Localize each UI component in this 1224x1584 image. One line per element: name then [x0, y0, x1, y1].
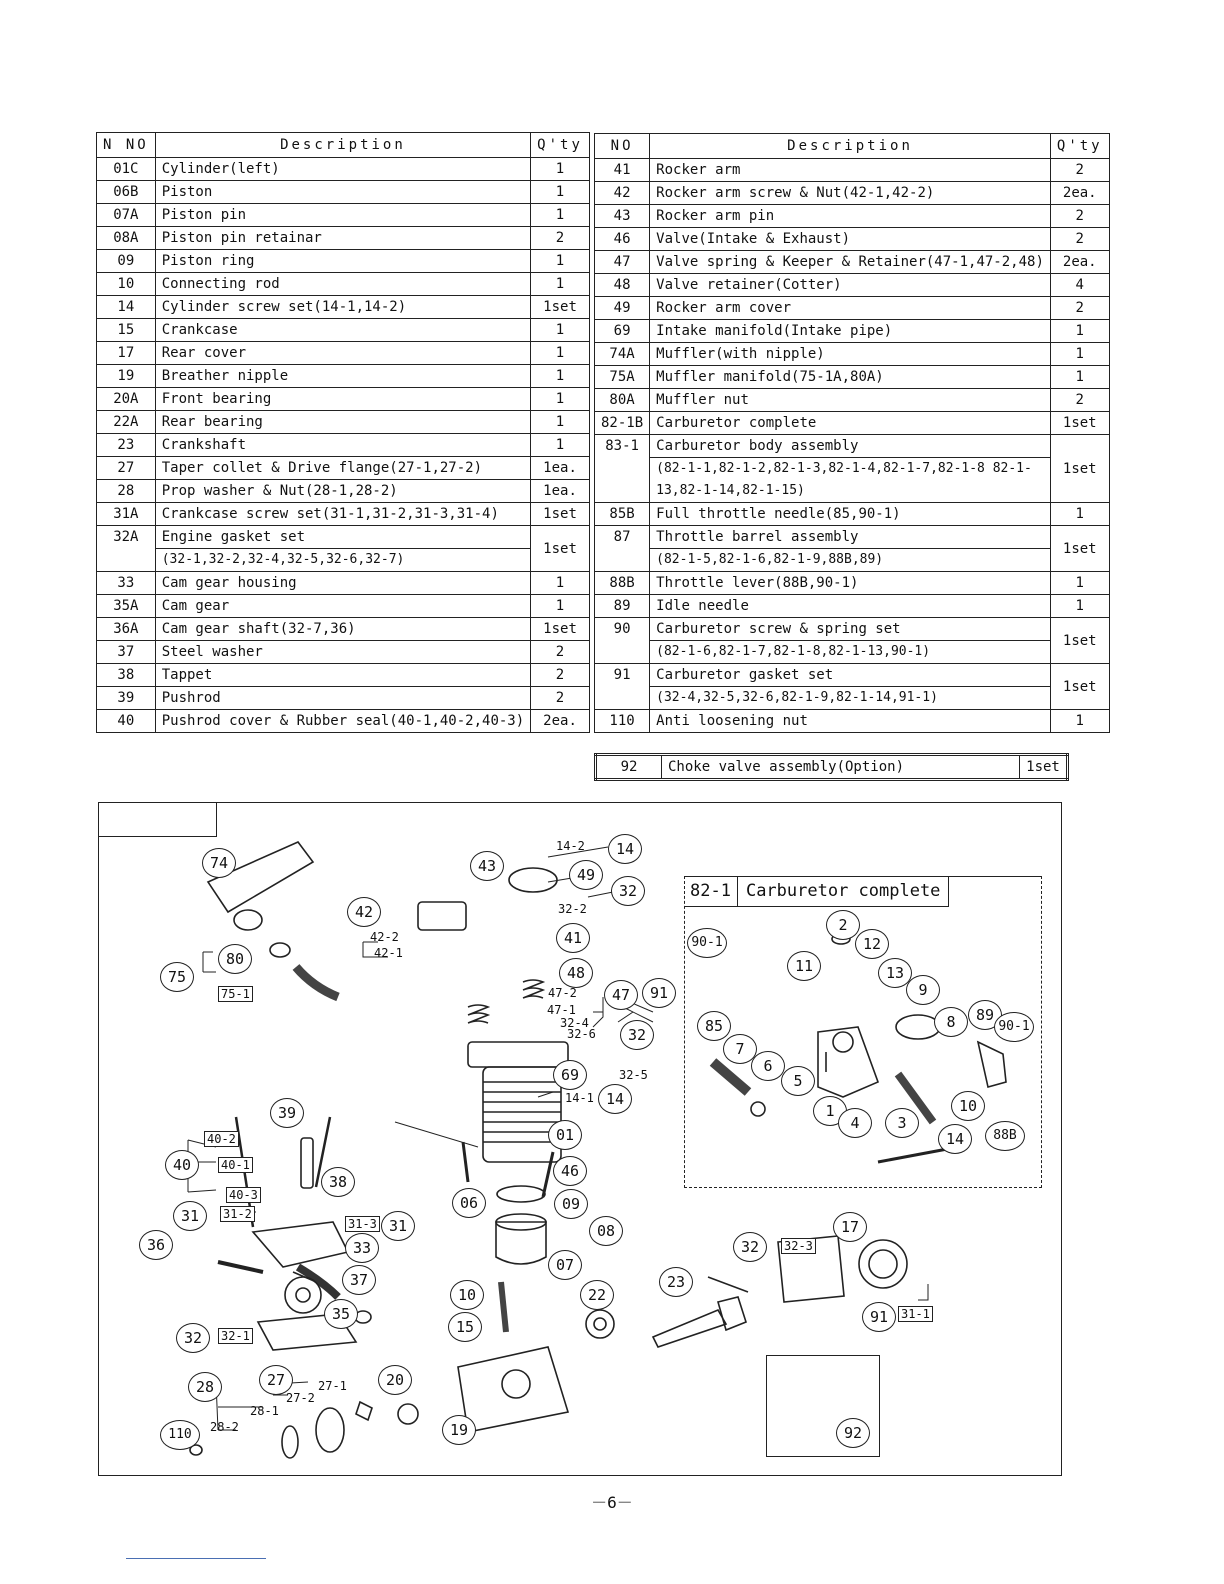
part-quantity: 2: [531, 641, 590, 664]
part-number: 74A: [595, 343, 650, 366]
option-description: Choke valve assembly(Option): [662, 755, 1020, 780]
part-number: 36A: [97, 618, 156, 641]
part-description: Muffler manifold(75-1A,80A): [650, 366, 1051, 389]
crankshaft-shape: [653, 1310, 726, 1347]
part-quantity: 1: [531, 595, 590, 618]
table-row: [97, 296, 590, 319]
part-quantity: 2: [1050, 389, 1109, 412]
sub-part-label: 28-1: [250, 1404, 279, 1418]
carburetor-inset-header: [684, 876, 949, 907]
part-callout: 88B: [985, 1121, 1025, 1151]
part-quantity: 1set: [531, 503, 590, 526]
part-number: 39: [97, 687, 156, 710]
table-header-row: [595, 134, 1110, 159]
part-description: Prop washer & Nut(28-1,28-2): [155, 480, 530, 503]
part-quantity: 2: [1050, 205, 1109, 228]
table-row: [595, 526, 1110, 549]
part-quantity: 1: [531, 342, 590, 365]
table-row: [97, 388, 590, 411]
part-subitems: (32-4,32-5,32-6,82-1-9,82-1-14,91-1): [650, 687, 1051, 710]
part-quantity: 1set: [1050, 618, 1109, 664]
sub-part-label: 32-6: [567, 1027, 596, 1041]
part-box-label: 40-3: [226, 1187, 261, 1203]
part-callout: 31: [381, 1211, 415, 1241]
part-box-label: 32-3: [781, 1238, 816, 1254]
part-box-label: 31-1: [898, 1306, 933, 1322]
part-number: 19: [97, 365, 156, 388]
part-callout: 110: [160, 1420, 200, 1450]
part-callout: 90-1: [687, 928, 727, 958]
table-row: [97, 273, 590, 296]
table-row: [97, 342, 590, 365]
part-quantity: 4: [1050, 274, 1109, 297]
table-body: [97, 158, 590, 733]
part-description: Intake manifold(Intake pipe): [650, 320, 1051, 343]
part-callout: 39: [270, 1098, 304, 1128]
part-callout: 32: [611, 876, 645, 906]
part-callout: 38: [321, 1167, 355, 1197]
part-callout: 91: [862, 1302, 896, 1332]
part-number: 40: [97, 710, 156, 733]
part-number: 83-1: [595, 435, 650, 503]
part-callout: 5: [781, 1066, 815, 1096]
table-row: [97, 526, 590, 549]
table-row: [97, 572, 590, 595]
part-description: Rocker arm cover: [650, 297, 1051, 320]
table-body: [595, 159, 1110, 733]
part-number: 42: [595, 182, 650, 205]
table-row: [595, 159, 1110, 182]
part-callout: 42: [347, 897, 381, 927]
part-callout: 40: [165, 1150, 199, 1180]
crankcase-shape: [458, 1347, 568, 1432]
table-row: [596, 755, 1068, 780]
part-callout: 11: [787, 951, 821, 981]
part-callout: 4: [838, 1108, 872, 1138]
table-row: [97, 503, 590, 526]
sub-part-label: 42-2: [370, 930, 399, 944]
table-row: [595, 228, 1110, 251]
carb-inset-title: Carburetor complete: [745, 881, 941, 901]
table-row: [595, 710, 1110, 733]
part-quantity: 1: [531, 388, 590, 411]
part-callout: 23: [659, 1267, 693, 1297]
part-callout: 8: [934, 1007, 968, 1037]
part-number: 37: [97, 641, 156, 664]
part-quantity: 1: [531, 273, 590, 296]
part-description: Rocker arm: [650, 159, 1051, 182]
option-no: 92: [596, 755, 662, 780]
part-description: Crankcase screw set(31-1,31-2,31-3,31-4): [155, 503, 530, 526]
table-row: [595, 366, 1110, 389]
part-quantity: 1: [1050, 343, 1109, 366]
part-callout: 06: [452, 1188, 486, 1218]
part-callout: 13: [878, 958, 912, 988]
table-row: [97, 480, 590, 503]
part-description: Throttle barrel assembly: [650, 526, 1051, 549]
part-callout: 69: [553, 1060, 587, 1090]
part-quantity: 1set: [531, 526, 590, 572]
table-row-continued: [595, 549, 1110, 572]
part-callout: 14: [938, 1124, 972, 1154]
part-description: Idle needle: [650, 595, 1051, 618]
header-no: N NO: [97, 133, 156, 158]
part-quantity: 2ea.: [531, 710, 590, 733]
part-quantity: 1: [531, 181, 590, 204]
parts-table-left: [96, 132, 590, 733]
table-row: [595, 297, 1110, 320]
part-description: Carburetor complete: [650, 412, 1051, 435]
part-callout: 1: [813, 1096, 847, 1126]
part-quantity: 1ea.: [531, 480, 590, 503]
table-row: [595, 618, 1110, 641]
rear-cover-shape: [859, 1240, 907, 1288]
part-description: Muffler nut: [650, 389, 1051, 412]
part-callout: 27: [259, 1365, 293, 1395]
part-callout: 48: [559, 958, 593, 988]
part-quantity: 1: [1050, 503, 1109, 526]
part-number: 88B: [595, 572, 650, 595]
table-row: [595, 343, 1110, 366]
part-box-label: 40-1: [218, 1157, 253, 1173]
part-subitems: (82-1-1,82-1-2,82-1-3,82-1-4,82-1-7,82-1-8 82-1-13,82-1-14,82-1-15): [650, 458, 1051, 503]
part-quantity: 1: [531, 434, 590, 457]
table-header-row: [97, 133, 590, 158]
part-callout: 20: [378, 1365, 412, 1395]
part-callout: 31: [173, 1201, 207, 1231]
part-number: 08A: [97, 227, 156, 250]
part-callout: 46: [553, 1156, 587, 1186]
parts-table-right: [594, 133, 1110, 733]
part-number: 75A: [595, 366, 650, 389]
table-row: [97, 204, 590, 227]
part-number: 82-1B: [595, 412, 650, 435]
part-description: Piston pin: [155, 204, 530, 227]
sub-part-label: 27-2: [286, 1391, 315, 1405]
part-number: 32A: [97, 526, 156, 572]
part-number: 49: [595, 297, 650, 320]
part-callout: 07: [548, 1250, 582, 1280]
part-callout: 37: [342, 1265, 376, 1295]
part-callout: 14: [608, 834, 642, 864]
part-callout: 89: [968, 1000, 1002, 1030]
table-row: [97, 365, 590, 388]
table-row: [97, 319, 590, 342]
part-callout: 12: [855, 929, 889, 959]
table-row: [595, 412, 1110, 435]
table-row: [595, 320, 1110, 343]
table-row: [97, 710, 590, 733]
part-quantity: 1: [1050, 572, 1109, 595]
part-callout: 08: [589, 1216, 623, 1246]
table-row: [595, 205, 1110, 228]
part-callout: 91: [642, 978, 676, 1008]
part-quantity: 1: [531, 250, 590, 273]
part-number: 90: [595, 618, 650, 664]
part-callout: 43: [470, 851, 504, 881]
part-number: 110: [595, 710, 650, 733]
part-description: Full throttle needle(85,90-1): [650, 503, 1051, 526]
part-description: Front bearing: [155, 388, 530, 411]
part-number: 69: [595, 320, 650, 343]
part-number: 28: [97, 480, 156, 503]
part-box-label: 31-2: [220, 1206, 255, 1222]
header-description: Description: [650, 134, 1051, 159]
part-quantity: 1: [531, 158, 590, 181]
table-row: [595, 435, 1110, 458]
part-callout: 85: [697, 1011, 731, 1041]
part-quantity: 1: [1050, 710, 1109, 733]
part-callout: 32: [176, 1323, 210, 1353]
part-callout: 32: [733, 1232, 767, 1262]
part-callout: 22: [580, 1280, 614, 1310]
part-quantity: 2: [1050, 159, 1109, 182]
table-row: [97, 434, 590, 457]
sub-part-label: 14-2: [556, 839, 585, 853]
part-description: Carburetor body assembly: [650, 435, 1051, 458]
part-description: Rocker arm pin: [650, 205, 1051, 228]
part-callout: 35: [324, 1299, 358, 1329]
part-callout: 17: [833, 1212, 867, 1242]
header-qty: Q'ty: [1050, 134, 1109, 159]
part-callout: 10: [951, 1091, 985, 1121]
part-callout: 09: [554, 1189, 588, 1219]
part-callout: 7: [723, 1034, 757, 1064]
table-row: [97, 227, 590, 250]
table-row: [595, 251, 1110, 274]
part-number: 38: [97, 664, 156, 687]
sub-part-label: 47-2: [548, 986, 577, 1000]
part-number: 23: [97, 434, 156, 457]
sub-part-label: 32-2: [558, 902, 587, 916]
sub-part-label: 27-1: [318, 1379, 347, 1393]
part-quantity: 1: [531, 319, 590, 342]
part-description: Cam gear: [155, 595, 530, 618]
part-quantity: 2: [531, 227, 590, 250]
part-quantity: 1: [531, 204, 590, 227]
table-row: [595, 182, 1110, 205]
table-row: [97, 181, 590, 204]
part-description: Piston ring: [155, 250, 530, 273]
part-quantity: 1set: [531, 296, 590, 319]
part-number: 27: [97, 457, 156, 480]
part-description: Valve(Intake & Exhaust): [650, 228, 1051, 251]
table-row: [595, 595, 1110, 618]
part-description: Pushrod cover & Rubber seal(40-1,40-2,40-3): [155, 710, 530, 733]
part-description: Carburetor gasket set: [650, 664, 1051, 687]
table-row-continued: [97, 549, 590, 572]
part-callout: 2: [826, 910, 860, 940]
part-description: Connecting rod: [155, 273, 530, 296]
sub-part-label: 47-1: [547, 1003, 576, 1017]
part-subitems: (82-1-6,82-1-7,82-1-8,82-1-13,90-1): [650, 641, 1051, 664]
part-number: 41: [595, 159, 650, 182]
part-description: Rocker arm screw & Nut(42-1,42-2): [650, 182, 1051, 205]
sub-part-label: 42-1: [374, 946, 403, 960]
part-number: 47: [595, 251, 650, 274]
part-callout: 36: [139, 1230, 173, 1260]
table-row: [595, 503, 1110, 526]
part-number: 48: [595, 274, 650, 297]
part-callout: 01: [548, 1120, 582, 1150]
part-number: 14: [97, 296, 156, 319]
part-quantity: 1: [531, 411, 590, 434]
part-description: Pushrod: [155, 687, 530, 710]
part-number: 10: [97, 273, 156, 296]
part-description: Piston: [155, 181, 530, 204]
table-row: [97, 250, 590, 273]
part-number: 87: [595, 526, 650, 572]
table-row: [97, 457, 590, 480]
part-description: Throttle lever(88B,90-1): [650, 572, 1051, 595]
option-qty: 1set: [1020, 755, 1068, 780]
part-callout: 33: [345, 1233, 379, 1263]
part-quantity: 1set: [1050, 664, 1109, 710]
part-callout: 15: [448, 1312, 482, 1342]
table-row: [595, 664, 1110, 687]
part-description: Tappet: [155, 664, 530, 687]
sub-part-label: 32-5: [619, 1068, 648, 1082]
part-description: Crankshaft: [155, 434, 530, 457]
table-row: [97, 664, 590, 687]
part-number: 09: [97, 250, 156, 273]
part-description: Cam gear shaft(32-7,36): [155, 618, 530, 641]
part-description: Muffler(with nipple): [650, 343, 1051, 366]
table-row: [97, 687, 590, 710]
part-quantity: 1: [531, 365, 590, 388]
part-number: 43: [595, 205, 650, 228]
part-quantity: 2: [531, 664, 590, 687]
table-row-continued: [595, 641, 1110, 664]
part-quantity: 2: [531, 687, 590, 710]
part-description: Cylinder screw set(14-1,14-2): [155, 296, 530, 319]
header-no: NO: [595, 134, 650, 159]
part-number: 80A: [595, 389, 650, 412]
part-description: Engine gasket set: [155, 526, 530, 549]
cam-housing-shape: [253, 1222, 348, 1267]
part-description: Valve retainer(Cotter): [650, 274, 1051, 297]
header-qty: Q'ty: [531, 133, 590, 158]
part-description: Steel washer: [155, 641, 530, 664]
part-callout: 41: [556, 923, 590, 953]
part-callout: 3: [885, 1108, 919, 1138]
part-description: Crankcase: [155, 319, 530, 342]
part-number: 31A: [97, 503, 156, 526]
part-description: Piston pin retainar: [155, 227, 530, 250]
part-subitems: (82-1-5,82-1-6,82-1-9,88B,89): [650, 549, 1051, 572]
part-description: Breather nipple: [155, 365, 530, 388]
option-table: [594, 753, 1069, 781]
page-link-underline: [126, 1558, 266, 1559]
part-number: 91: [595, 664, 650, 710]
part-number: 06B: [97, 181, 156, 204]
part-callout: 19: [442, 1415, 476, 1445]
part-callout: 49: [569, 860, 603, 890]
table-row: [97, 158, 590, 181]
part-box-label: 40-2: [204, 1131, 239, 1147]
part-description: Cam gear housing: [155, 572, 530, 595]
table-row: [97, 595, 590, 618]
part-description: Valve spring & Keeper & Retainer(47-1,47-2,48): [650, 251, 1051, 274]
table-row: [97, 411, 590, 434]
part-description: Cylinder(left): [155, 158, 530, 181]
part-quantity: 1set: [1050, 412, 1109, 435]
part-quantity: 1: [1050, 595, 1109, 618]
part-description: Carburetor screw & spring set: [650, 618, 1051, 641]
table-row-continued: [595, 687, 1110, 710]
part-box-label: 75-1: [218, 986, 253, 1002]
sub-part-label: 14-1: [565, 1091, 594, 1105]
part-quantity: 1set: [1050, 435, 1109, 503]
table-row: [595, 389, 1110, 412]
part-description: Taper collet & Drive flange(27-1,27-2): [155, 457, 530, 480]
part-number: 01C: [97, 158, 156, 181]
part-quantity: 2ea.: [1050, 182, 1109, 205]
page-number: －6－: [591, 1493, 633, 1512]
part-callout: 80: [218, 944, 252, 974]
part-callout: 90-1: [994, 1012, 1034, 1042]
part-number: 20A: [97, 388, 156, 411]
part-callout: 14: [598, 1084, 632, 1114]
part-callout: 9: [906, 975, 940, 1005]
part-description: Rear bearing: [155, 411, 530, 434]
part-subitems: (32-1,32-2,32-4,32-5,32-6,32-7): [155, 549, 530, 572]
part-quantity: 1ea.: [531, 457, 590, 480]
part-quantity: 1: [1050, 320, 1109, 343]
table-row-continued: [595, 458, 1110, 503]
part-number: 22A: [97, 411, 156, 434]
header-description: Description: [155, 133, 530, 158]
part-quantity: 1: [1050, 366, 1109, 389]
part-number: 85B: [595, 503, 650, 526]
part-callout: 10: [450, 1280, 484, 1310]
part-description: Rear cover: [155, 342, 530, 365]
table-row: [595, 274, 1110, 297]
part-quantity: 2: [1050, 228, 1109, 251]
part-number: 15: [97, 319, 156, 342]
part-callout: 6: [751, 1051, 785, 1081]
part-quantity: 1: [531, 572, 590, 595]
part-number: 89: [595, 595, 650, 618]
carb-inset-number: 82-1: [684, 876, 738, 906]
part-quantity: 1set: [531, 618, 590, 641]
part-number: 33: [97, 572, 156, 595]
sub-part-label: 32-4: [560, 1016, 589, 1030]
part-callout: 74: [202, 848, 236, 878]
table-row: [97, 641, 590, 664]
part-callout: 32: [620, 1020, 654, 1050]
part-callout: 92: [836, 1418, 870, 1448]
part-number: 17: [97, 342, 156, 365]
part-box-label: 31-3: [345, 1216, 380, 1232]
table-row: [97, 618, 590, 641]
part-number: 46: [595, 228, 650, 251]
part-number: 35A: [97, 595, 156, 618]
part-callout: 75: [160, 962, 194, 992]
sub-part-label: 28-2: [210, 1420, 239, 1434]
part-quantity: 1set: [1050, 526, 1109, 572]
part-quantity: 2: [1050, 297, 1109, 320]
part-callout: 47: [604, 980, 638, 1010]
part-callout: 28: [188, 1372, 222, 1402]
part-quantity: 2ea.: [1050, 251, 1109, 274]
part-box-label: 32-1: [218, 1328, 253, 1344]
table-row: [595, 572, 1110, 595]
part-number: 07A: [97, 204, 156, 227]
part-description: Anti loosening nut: [650, 710, 1051, 733]
